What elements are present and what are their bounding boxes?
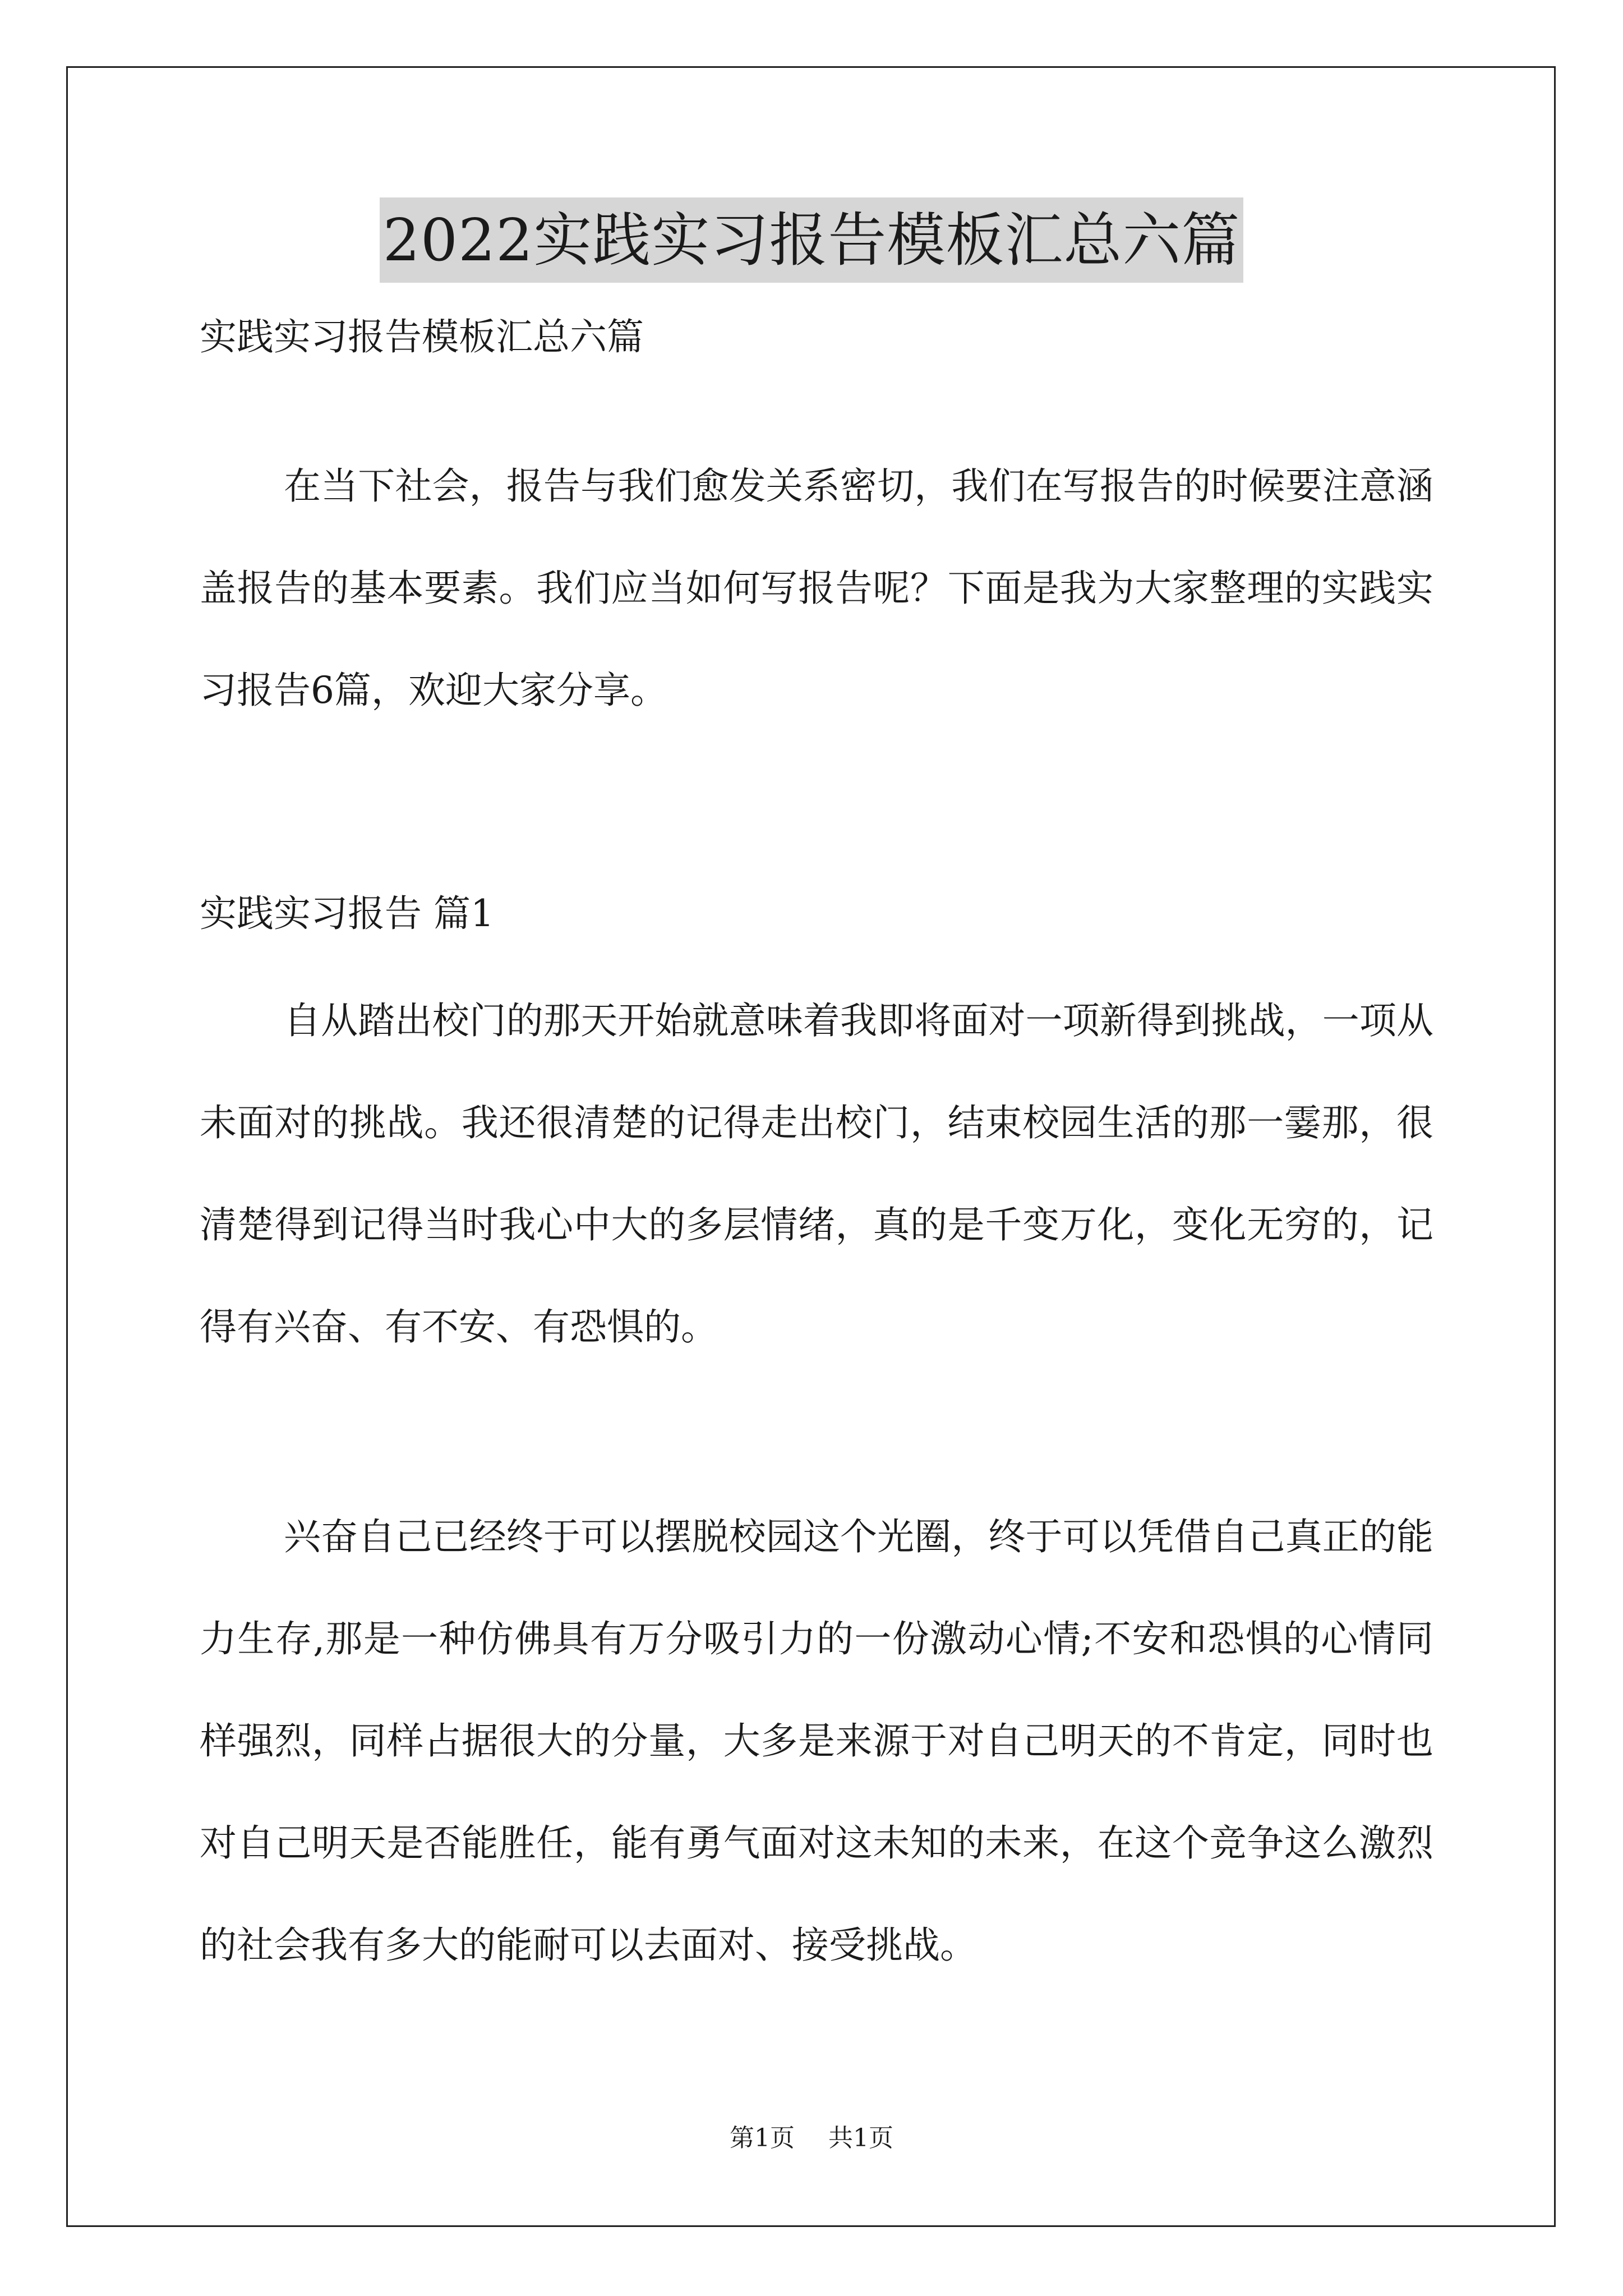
section-heading: 实践实习报告 篇1: [200, 892, 494, 935]
intro-paragraph: 在当下社会，报告与我们愈发关系密切，我们在写报告的时候要注意涵盖报告的基本要素。我们应当如何写报告呢？下面是我为大家整理的实践实习报告6篇，欢迎大家分享。: [200, 464, 1433, 712]
page-number: 第1页: [730, 2124, 795, 2152]
page-footer: [0, 2122, 1623, 2155]
page-total: 共1页: [828, 2124, 893, 2152]
body-paragraph-2: 兴奋自己已经终于可以摆脱校园这个光圈，终于可以凭借自己真正的能力生存,那是一种仿佛具有万分吸引力的一份激动心情;不安和恐惧的心情同样强烈，同样占据很大的分量，大多是来源于对自己明天的不肯定，同时也对自己明天是否能胜任，能有勇气面对这未知的未来，在这个竞争这么激烈的社会我有多大的能耐可以去面对、接受挑战。: [200, 1515, 1433, 1967]
body-paragraph-1: 自从踏出校门的那天开始就意味着我即将面对一项新得到挑战，一项从未面对的挑战。我还很清楚的记得走出校门，结束校园生活的那一霎那，很清楚得到记得当时我心中大的多层情绪，真的是千变万化，变化无穷的，记得有兴奋、有不安、有恐惧的。: [200, 999, 1433, 1349]
document-title: 2022实践实习报告模板汇总六篇: [380, 197, 1244, 283]
document-subtitle: 实践实习报告模板汇总六篇: [200, 315, 644, 358]
title-container: [0, 197, 1623, 283]
